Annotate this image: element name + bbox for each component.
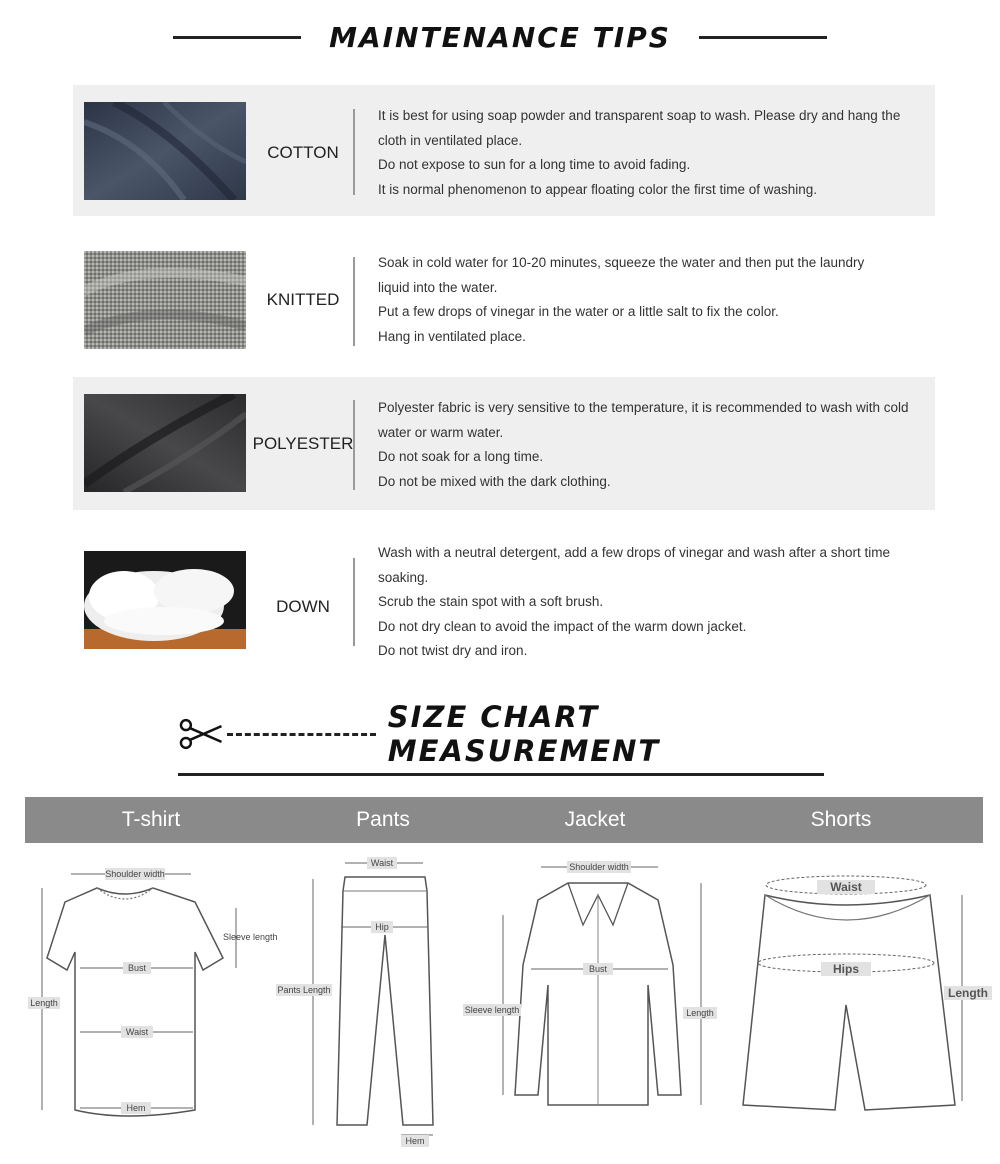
tshirt-shoulder-label: Shoulder width — [105, 869, 165, 879]
tshirt-diagram — [25, 860, 280, 1130]
tip-divider — [353, 558, 355, 646]
tip-line: Do not twist dry and iron. — [378, 643, 528, 658]
polyester-fabric-photo — [84, 394, 246, 492]
tshirt-sleeve-label: Sleeve length — [223, 932, 278, 942]
tshirt-bust-label: Bust — [127, 963, 147, 973]
tip-line: cloth in ventilated place. — [378, 132, 523, 148]
dashed-cut-line — [227, 733, 375, 736]
tip-divider — [353, 109, 355, 195]
jacket-shoulder-label: Shoulder width — [569, 862, 629, 872]
tip-line: water or warm water. — [378, 424, 504, 440]
jacket-sleeve-label: Sleeve length — [464, 1005, 520, 1015]
title-right-rule — [699, 36, 827, 39]
tip-line: Wash with a neutral detergent, add a few drops of vinegar and wash after a short time — [378, 545, 891, 560]
scissors-icon — [178, 716, 223, 752]
tip-row-polyester — [73, 377, 935, 510]
pants-hem-label: Hem — [405, 1136, 425, 1146]
shorts-diagram — [735, 865, 995, 1120]
tab-tshirt[interactable]: T-shirt — [121, 808, 181, 831]
tip-label-cotton: COTTON — [267, 143, 339, 162]
size-chart-title: SIZE CHART MEASUREMENT — [387, 700, 661, 768]
down-feathers-photo — [84, 551, 246, 649]
tip-line: Do not dry clean to avoid the impact of the warm down jacket. — [378, 618, 747, 634]
title-left-rule — [173, 36, 301, 39]
tip-line: Do not be mixed with the dark clothing. — [378, 473, 611, 489]
pants-waist-label: Waist — [370, 858, 394, 868]
cotton-fabric-photo — [84, 102, 246, 200]
tip-label-polyester: POLYESTER — [252, 434, 354, 453]
size-chart-category-bar — [25, 797, 983, 843]
size-chart-title-bar — [178, 700, 878, 768]
tip-text-polyester — [378, 396, 933, 494]
tip-line: liquid into the water. — [378, 279, 498, 295]
tip-label-down: DOWN — [276, 597, 330, 616]
tip-line: Hang in ventilated place. — [378, 328, 526, 344]
tip-row-down — [73, 530, 935, 680]
tip-line: Do not soak for a long time. — [378, 449, 544, 464]
pants-diagram — [275, 855, 460, 1150]
maintenance-title: MAINTENANCE TIPS — [329, 20, 671, 54]
tip-line: Polyester fabric is very sensitive to the temperature, it is recommended to wash with cold — [378, 400, 909, 415]
tip-label-knitted: KNITTED — [266, 290, 340, 309]
pants-length-label: Pants Length — [277, 985, 331, 995]
tip-line: Put a few drops of vinegar in the water or a little salt to fix the color. — [378, 304, 779, 319]
tip-text-down — [378, 541, 933, 664]
tip-text-knitted — [378, 251, 933, 349]
tip-line: It is normal phenomenon to appear floating color the first time of washing. — [378, 181, 817, 197]
tip-line: Soak in cold water for 10-20 minutes, squeeze the water and then put the laundry — [378, 255, 865, 270]
tshirt-hem-label: Hem — [126, 1103, 146, 1113]
knitted-fabric-photo — [84, 251, 246, 349]
tip-line: Do not expose to sun for a long time to avoid fading. — [378, 157, 691, 172]
tab-jacket[interactable]: Jacket — [564, 808, 626, 831]
maintenance-title-bar — [0, 17, 1000, 57]
tip-text-cotton — [378, 104, 933, 202]
jacket-diagram — [463, 855, 723, 1120]
tip-row-knitted — [73, 235, 935, 366]
tip-divider — [353, 400, 355, 490]
tab-pants[interactable]: Pants — [356, 808, 410, 831]
pants-hip-label: Hip — [375, 922, 389, 932]
tshirt-length-label: Length — [30, 998, 58, 1008]
shorts-hips-label: Hips — [832, 962, 860, 976]
shorts-length-label: Length — [948, 986, 988, 1000]
tip-row-cotton — [73, 85, 935, 216]
shorts-waist-label: Waist — [830, 880, 862, 894]
size-chart-underline — [178, 773, 824, 776]
tab-shorts[interactable]: Shorts — [810, 808, 872, 831]
tip-line: Scrub the stain spot with a soft brush. — [378, 594, 604, 609]
tip-line: soaking. — [378, 569, 429, 585]
jacket-bust-label: Bust — [588, 964, 608, 974]
tip-divider — [353, 257, 355, 346]
jacket-length-label: Length — [686, 1008, 714, 1018]
tip-line: It is best for using soap powder and transparent soap to wash. Please dry and hang the — [378, 108, 901, 123]
tshirt-waist-label: Waist — [125, 1027, 149, 1037]
